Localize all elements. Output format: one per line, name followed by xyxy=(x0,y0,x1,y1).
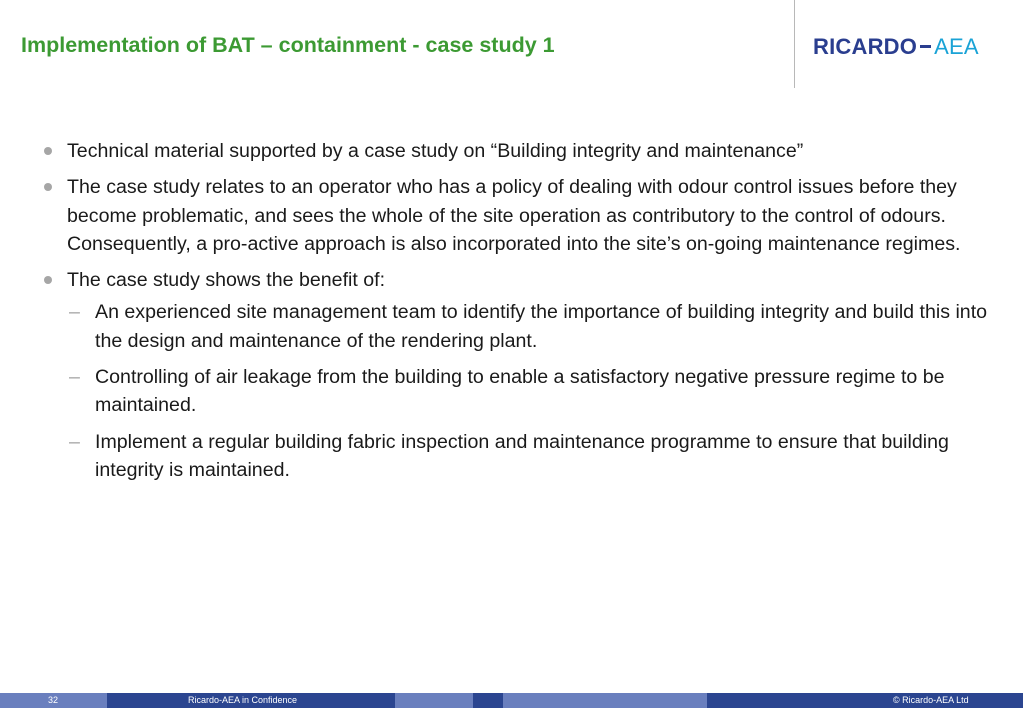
logo-dash xyxy=(920,45,931,48)
bullet-item xyxy=(44,137,994,165)
bullet-dot-icon xyxy=(44,147,52,155)
footer-segment xyxy=(395,693,473,708)
sub-bullet-item xyxy=(44,298,994,355)
bullet-text: Technical material supported by a case study on “Building integrity and maintenance” xyxy=(67,140,804,162)
header-divider xyxy=(794,0,795,88)
sub-bullet-text: Implement a regular building fabric inspection and maintenance programme to ensure that building integrity is maintained. xyxy=(95,430,949,481)
logo-text-ricardo: RICARDO xyxy=(813,34,918,59)
footer-segment xyxy=(503,693,707,708)
dash-bullet-icon: – xyxy=(69,366,80,389)
slide-title: Implementation of BAT – containment - case study 1 xyxy=(21,33,555,57)
sub-bullet-text: Controlling of air leakage from the building to enable a satisfactory negative pressure regime to be maintained. xyxy=(95,366,945,417)
sub-bullet-item xyxy=(44,428,994,485)
bullet-dot-icon xyxy=(44,276,52,284)
footer-bar xyxy=(0,693,1023,708)
bullet-text: The case study shows the benefit of: xyxy=(67,269,386,292)
dash-bullet-icon: – xyxy=(69,430,80,453)
bullet-item xyxy=(44,173,994,258)
sub-bullet-item xyxy=(44,363,994,420)
bullet-text: The case study relates to an operator who has a policy of dealing with odour control issues before they become problematic, and sees the whole of the site operation as contributory to the control of odours. Consequently, a pro-active approach is also incorporated into the site’s on-going maintenance regimes. xyxy=(67,176,961,255)
slide-body xyxy=(44,137,994,492)
sub-bullet-text: An experienced site management team to identify the importance of building integrity and build this into the design and maintenance of the rendering plant. xyxy=(95,301,988,352)
logo-text-aea: AEA xyxy=(934,34,979,59)
confidentiality-notice: Ricardo-AEA in Confidence xyxy=(188,695,298,705)
dash-bullet-icon: – xyxy=(69,301,80,324)
copyright-notice: © Ricardo-AEA Ltd xyxy=(893,695,969,705)
ricardo-aea-logo xyxy=(813,34,979,60)
bullet-item xyxy=(44,266,994,294)
bullet-dot-icon xyxy=(44,183,52,191)
page-number: 32 xyxy=(48,695,59,705)
